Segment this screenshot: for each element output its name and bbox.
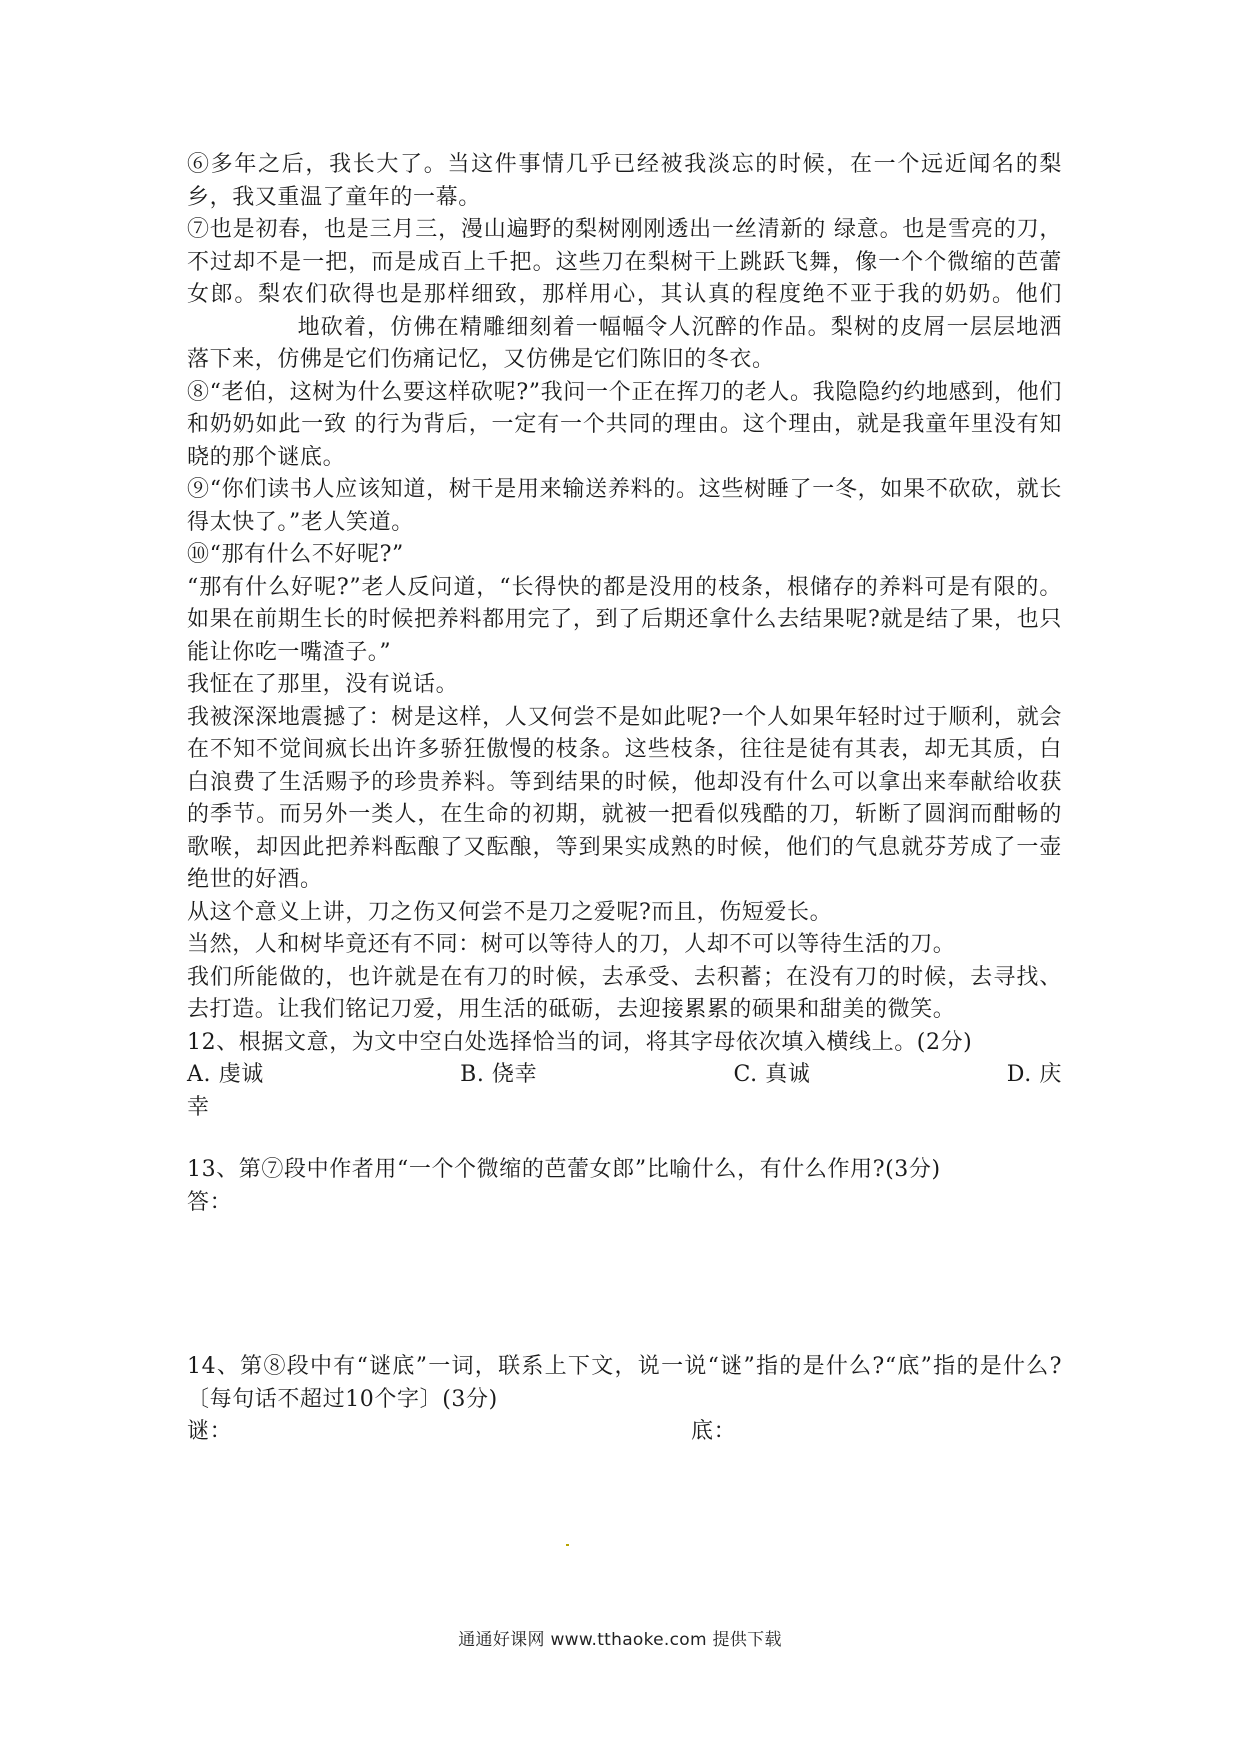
question-14-answer-row (187, 1416, 1062, 1449)
paragraph-10: ⑩“那有什么不好呢?” (187, 542, 404, 567)
footer-watermark: 通通好课网 www.tthaoke.com 提供下载 (458, 1630, 782, 1650)
option-d: D. 庆 (1006, 1062, 1062, 1087)
paragraph-14: 从这个意义上讲，刀之伤又何尝不是刀之爱呢?而且，伤短爱长。 (187, 899, 833, 925)
paragraph-6: ⑥多年之后，我长大了。当这件事情几乎已经被我淡忘的时候，在一个远近闻名的梨乡，我又重温了童年的一幕。 (187, 152, 1062, 210)
paragraph-12: 我怔在了那里，没有说话。 (187, 672, 459, 697)
option-b: B. 侥幸 (460, 1062, 538, 1087)
paragraph-11: “那有什么好呢?”老人反问道，“长得快的都是没用的枝条，根储存的养料可是有限的。如果在前期生长的时候把养料都用完了，到了后期还拿什么去结果呢?就是结了果，也只能让你吃一嘴渣子。” (187, 574, 1062, 665)
question-12-options (187, 1059, 1062, 1092)
answer-space (187, 1219, 1062, 1351)
paragraph-8: ⑧“老伯，这树为什么要这样砍呢?”我问一个正在挥刀的老人。我隐隐约约地感到，他们和奶奶如此一致 的行为背后，一定有一个共同的理由。这个理由，就是我童年里没有知晓的那个谜底。 (187, 379, 1062, 470)
spacer (187, 1124, 1062, 1154)
question-12-stem: 12、根据文意，为文中空白处选择恰当的词，将其字母依次填入横线上。(2分) (187, 1029, 973, 1055)
paragraph-13: 我被深深地震撼了：树是这样，人又何尝不是如此呢?一个人如果年轻时过于顺利，就会在不知不觉间疯长出许多骄狂傲慢的枝条。这些枝条，往往是徒有其表，却无其质，白白浪费了生活赐予的珍贵养料。等到结果的时候，他却没有什么可以拿出来奉献给收获的季节。而另外一类人，在生命的初期，就被一把看似残酷的刀，斩断了圆润而酣畅的歌喉，却因此把养料酝酿了又酝酿，等到果实成熟的时候，他们的气息就芬芳成了一壶绝世的好酒。 (187, 704, 1062, 892)
paragraph-7-part-2: 地砍着，仿佛在精雕细刻着一幅幅令人沉醉的作品。梨树的皮屑一层层地洒落下来，仿佛是它们伤痛记忆，又仿佛是它们陈旧的冬衣。 (187, 314, 1062, 372)
label-di: 底： (691, 1419, 737, 1444)
question-13-stem: 13、第⑦段中作者用“一个个微缩的芭蕾女郎”比喻什么，有什么作用?(3分) (187, 1157, 941, 1182)
paragraph-7-part-1: ⑦也是初春，也是三月三，漫山遍野的梨树刚刚透出一丝清新的 绿意。也是雪亮的刀，不过却不是一把，而是成百上千把。这些刀在梨树干上跳跃飞舞，像一个个微缩的芭蕾女郎。梨农们砍得也是那样细致，那样用心，其认真的程度绝不亚于我的奶奶。他们 (187, 217, 1062, 307)
paragraph-7 (187, 214, 1062, 377)
option-d-wrap: 幸 (187, 1094, 210, 1120)
scan-speck (566, 1544, 569, 1546)
question-14-stem: 14、第⑧段中有“谜底”一词，联系上下文，说一说“谜”指的是什么?“底”指的是什么?〔每句话不超过10个字〕(3分) (187, 1354, 1062, 1412)
paragraph-16: 我们所能做的，也许就是在有刀的时候，去承受、去积蓄；在没有刀的时候，去寻找、去打造。让我们铭记刀爱，用生活的砥砺，去迎接累累的硕果和甜美的微笑。 (187, 964, 1062, 1022)
reading-content (187, 149, 1062, 1449)
option-a: A. 虔诚 (187, 1062, 264, 1087)
paragraph-9: ⑨“你们读书人应该知道，树干是用来输送养料的。这些树睡了一冬，如果不砍砍，就长得太快了。”老人笑道。 (187, 477, 1062, 535)
paragraph-15: 当然，人和树毕竟还有不同：树可以等待人的刀，人却不可以等待生活的刀。 (187, 932, 956, 957)
option-c: C. 真诚 (733, 1062, 811, 1087)
question-13-answer-label: 答： (187, 1189, 233, 1215)
label-mi: 谜： (187, 1419, 233, 1444)
